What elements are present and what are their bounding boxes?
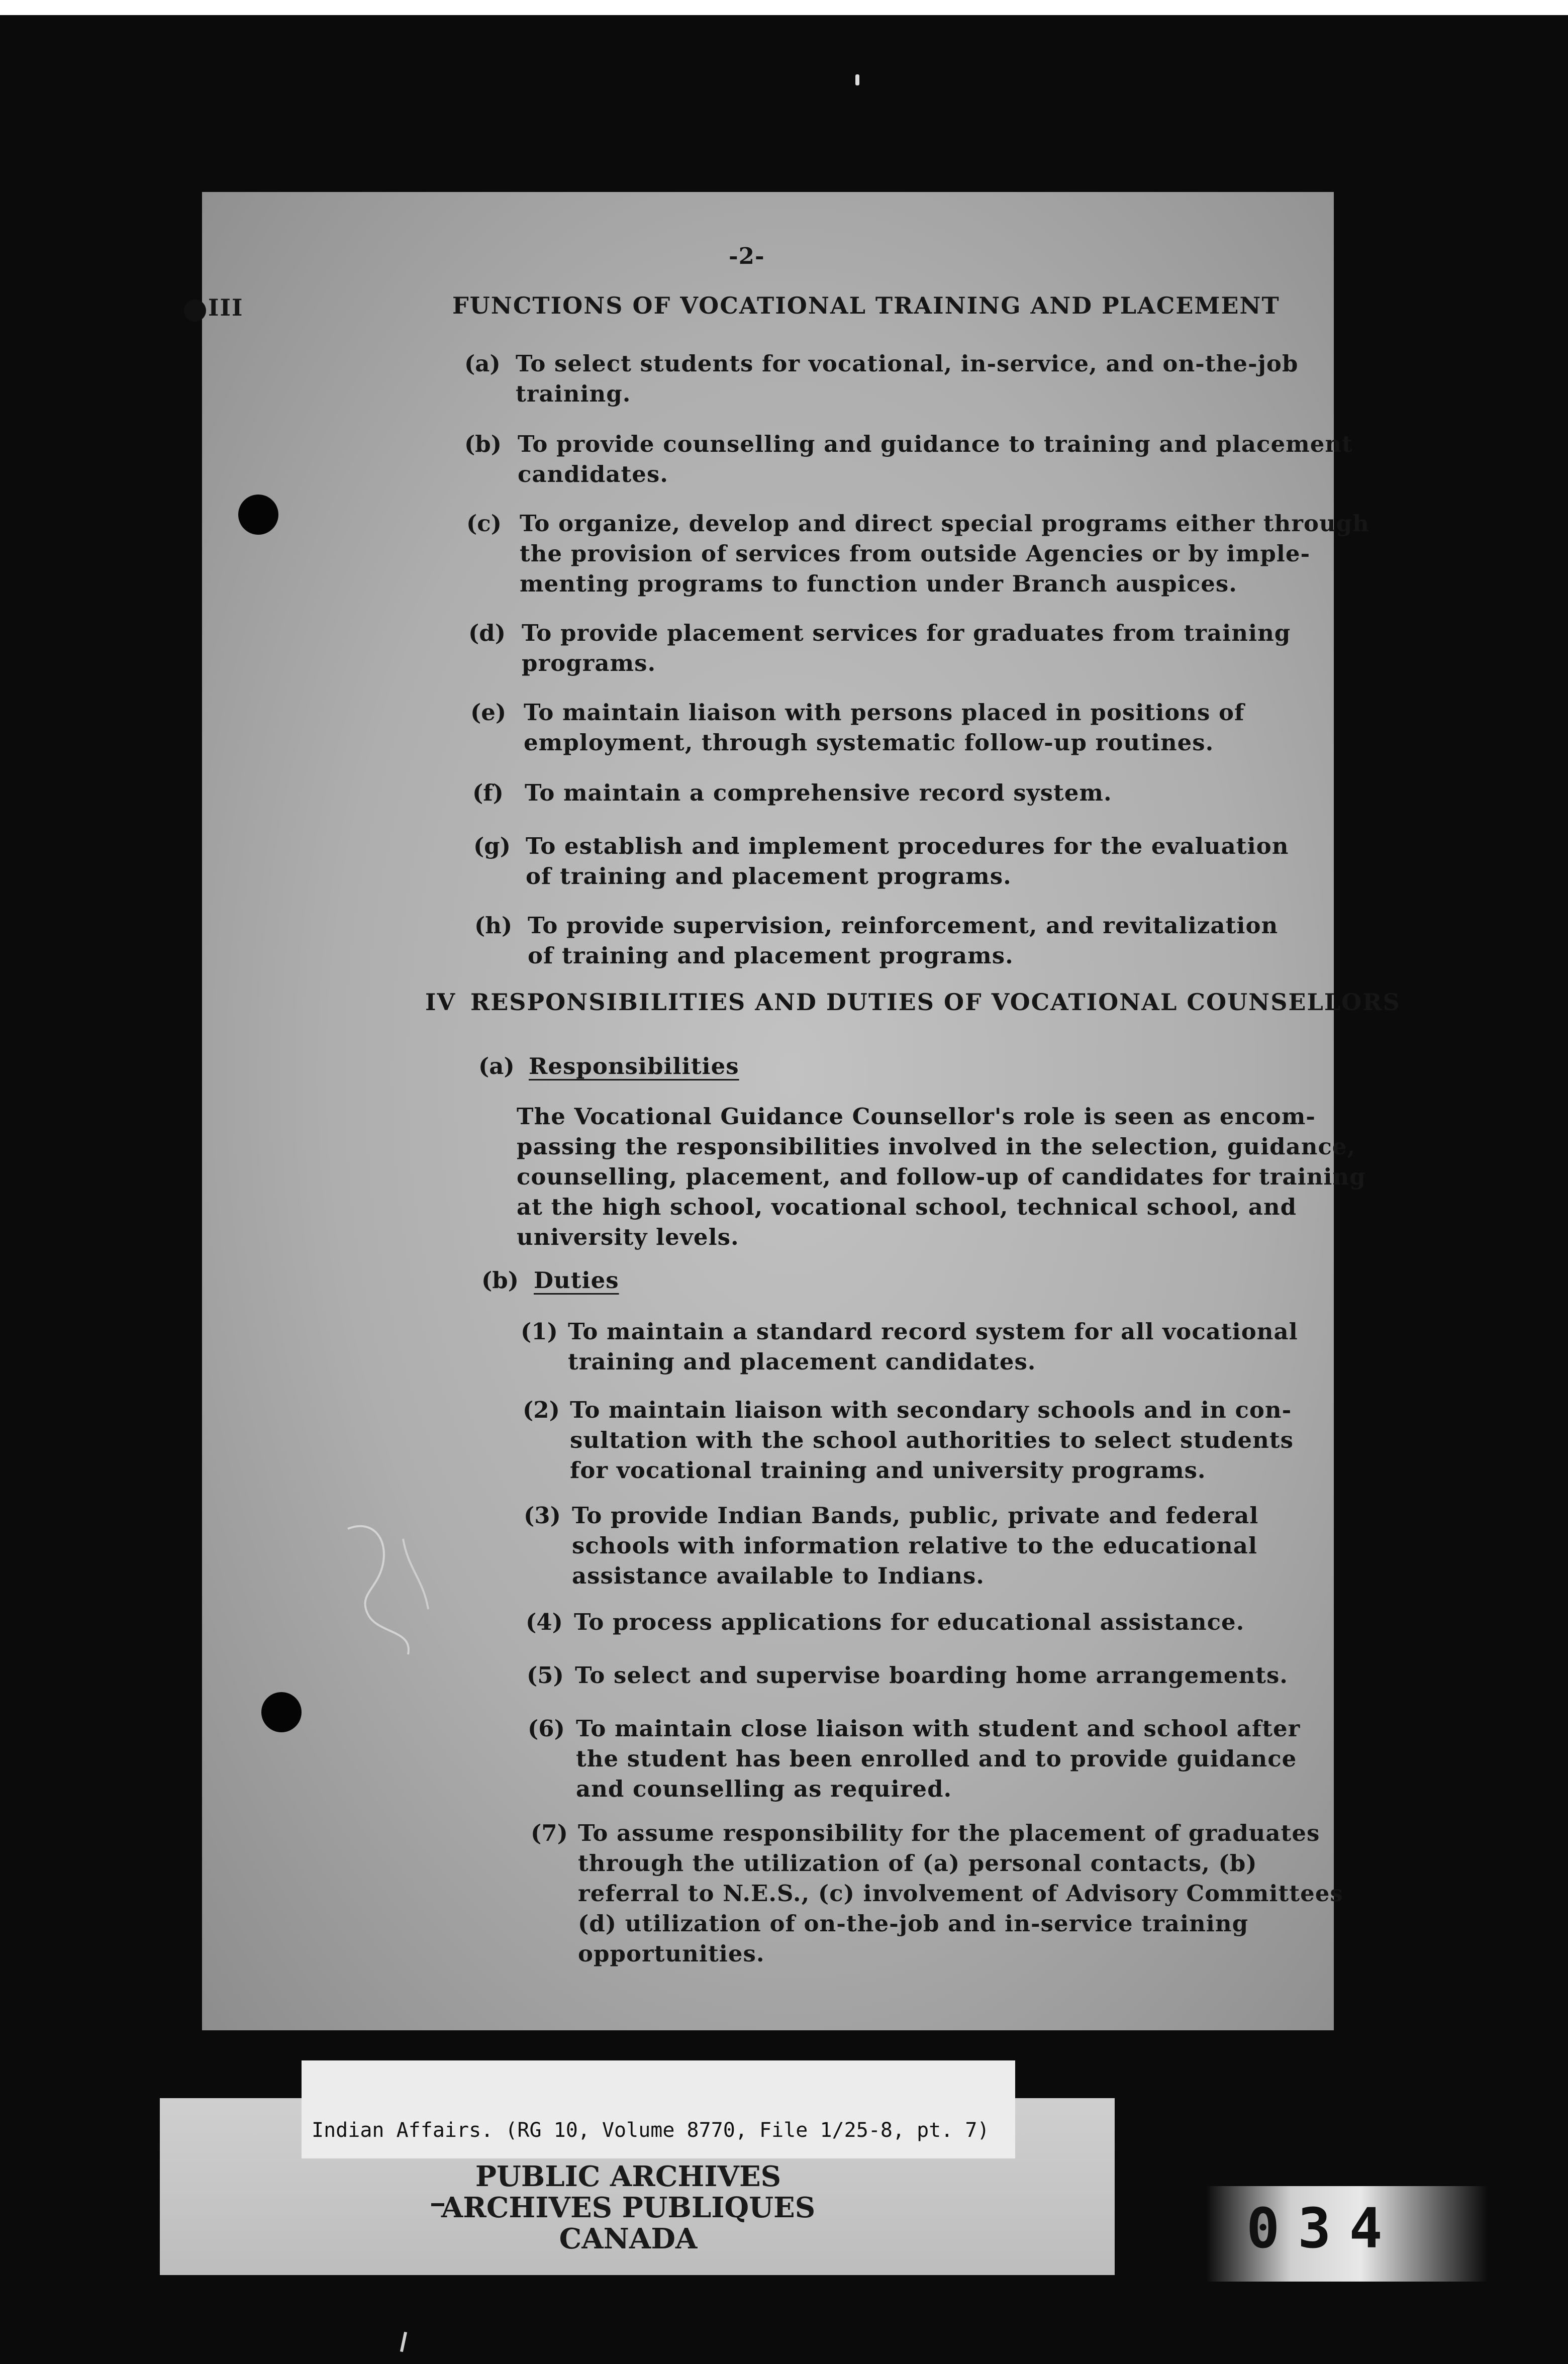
duty-label: (7) (531, 1820, 568, 1846)
item-label: (c) (466, 510, 502, 537)
duty-item: To maintain liaison with secondary schools and in con- sultation with the school authorities to select students for vocational training and university programs. (570, 1397, 1294, 1484)
section-iv-numeral: IV (425, 989, 456, 1016)
duty-label: (3) (524, 1502, 561, 1529)
frame-number: 034 (1246, 2196, 1401, 2260)
archive-reference: Indian Affairs. (RG 10, Volume 8770, File 1/25-8, pt. 7) (312, 2119, 990, 2142)
duty-label: (6) (528, 1715, 565, 1742)
punch-hole-upper (238, 495, 278, 535)
item-label: (h) (474, 912, 513, 939)
punch-hole-lower (261, 1692, 302, 1732)
item-label: (e) (470, 699, 507, 726)
subsection-label: (a) (478, 1053, 515, 1079)
pencil-scribble (328, 1509, 458, 1669)
list-item: To provide placement services for graduates from training programs. (522, 620, 1291, 676)
frame-number-plate (1206, 2186, 1488, 2282)
item-label: (g) (473, 833, 511, 859)
duty-label: (5) (527, 1662, 564, 1689)
archive-reference-card (302, 2060, 1015, 2158)
film-top-strip (0, 0, 1568, 15)
duty-label: (4) (526, 1609, 563, 1635)
duty-item: To maintain close liaison with student and school after the student has been enrolled and to provide guidance and counselling as required. (576, 1715, 1301, 1802)
item-label: (a) (464, 350, 501, 377)
list-item: To provide counselling and guidance to training and placement candidates. (518, 431, 1353, 487)
subsection-label: (b) (481, 1267, 519, 1294)
page-number: -2- (729, 243, 765, 269)
duty-label: (1) (521, 1318, 558, 1345)
duty-item: To process applications for educational assistance. (574, 1609, 1245, 1635)
list-item: To organize, develop and direct special programs either through the provision of services from outside Agencies or by imple- menting programs to function under Branch auspices. (520, 510, 1369, 597)
item-label: (d) (468, 620, 506, 646)
duty-item: To select and supervise boarding home arrangements. (575, 1662, 1288, 1689)
film-mark (400, 2332, 407, 2352)
duties-heading: Duties (534, 1267, 619, 1294)
item-label: (b) (464, 431, 502, 457)
film-speck (855, 74, 859, 85)
list-item: To establish and implement procedures for the evaluation of training and placement programs. (526, 833, 1289, 890)
document-page (202, 192, 1401, 2030)
list-item: To select students for vocational, in-service, and on-the-job training. (516, 350, 1299, 407)
list-item: To maintain liaison with persons placed in positions of employment, through systematic follow-up routines. (524, 699, 1245, 756)
section-iii-numeral: III (208, 294, 244, 321)
duty-item: To maintain a standard record system for all vocational training and placement candidates. (568, 1318, 1298, 1375)
responsibilities-paragraph: The Vocational Guidance Counsellor's role is seen as encom- passing the responsibilities involved in the selection, guidance, counselling, placement, and follow-up of candidates for training at the high school, vocational school, technical school, and university levels. (517, 1103, 1366, 1250)
item-label: (f) (472, 779, 504, 806)
duty-label: (2) (523, 1397, 560, 1423)
duty-item: To assume responsibility for the placement of graduates through the utilization of (a) personal contacts, (b) referral to N.E.S., (c) involvement of Advisory Committees (d) utilization of on-the-job and in-service training opportunities. (578, 1820, 1343, 1967)
list-item: To maintain a comprehensive record system. (525, 779, 1112, 806)
section-iv-title: RESPONSIBILITIES AND DUTIES OF VOCATIONAL COUNSELLORS (470, 989, 1401, 1016)
duty-item: To provide Indian Bands, public, private and federal schools with information relative to the educational assistance available to Indians. (572, 1502, 1259, 1589)
responsibilities-heading: Responsibilities (529, 1053, 739, 1079)
list-item: To provide supervision, reinforcement, and revitalization of training and placement programs. (528, 912, 1279, 969)
heading-bullet (184, 300, 206, 322)
public-archives-stamp: PUBLIC ARCHIVES ARCHIVES PUBLIQUES CANADA (441, 2160, 816, 2255)
section-iii-title: FUNCTIONS OF VOCATIONAL TRAINING AND PLACEMENT (452, 292, 1280, 319)
